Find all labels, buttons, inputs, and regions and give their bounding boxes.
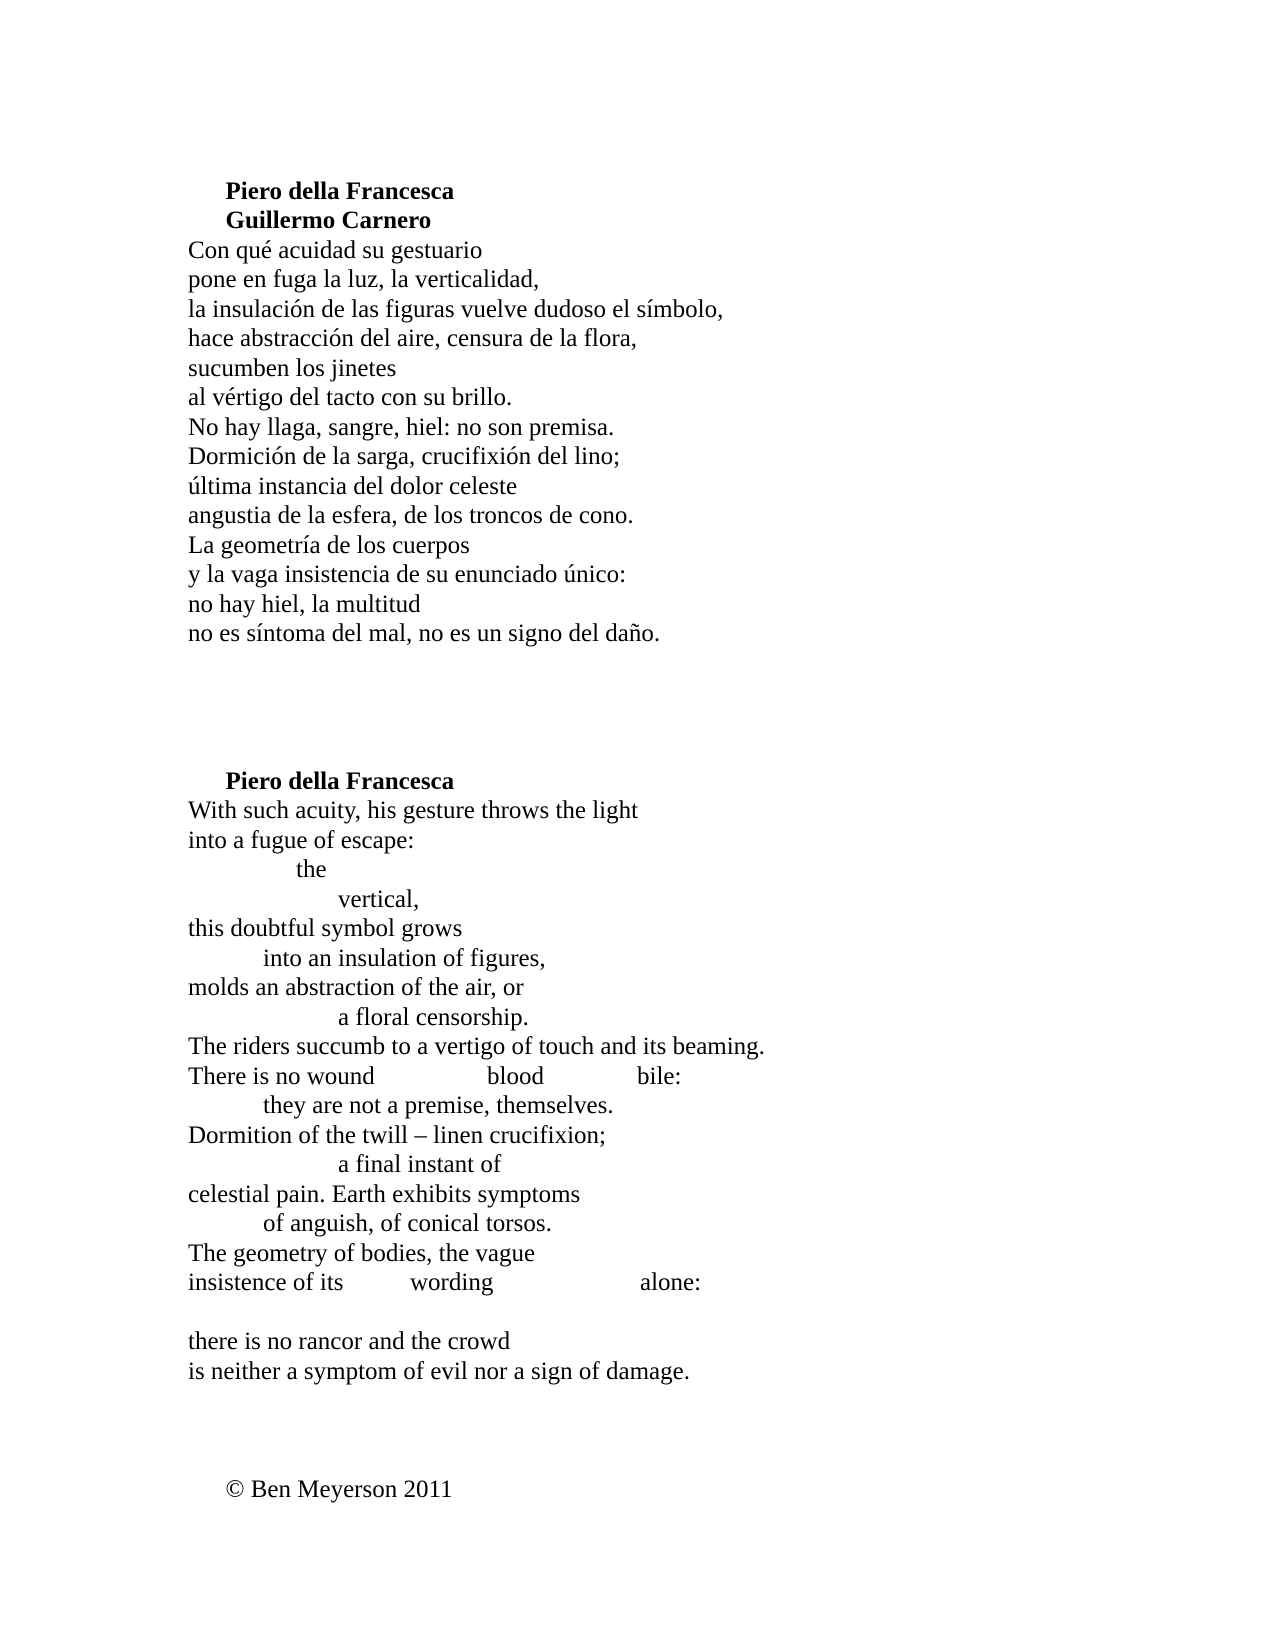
poem-line-segment: al vértigo del tacto con su brillo. xyxy=(188,384,513,411)
poem-line xyxy=(188,796,1188,826)
poem-line xyxy=(188,560,1188,590)
poem-line-segment: is neither a symptom of evil nor a sign of damage. xyxy=(188,1357,690,1385)
poem-line-segment: angustia de la esfera, de los troncos de cono. xyxy=(188,502,634,529)
spanish-poem-author xyxy=(188,177,1188,234)
poem-line-segment: into an insulation of figures, xyxy=(263,944,546,972)
poem-line-segment: La geometría de los cuerpos xyxy=(188,531,470,559)
poem-line xyxy=(188,590,1188,620)
poem-line xyxy=(188,1003,1188,1033)
poem-line xyxy=(188,1032,1188,1062)
poem-line xyxy=(188,413,1188,443)
poem-line-segment: Dormition of the twill – linen crucifixion; xyxy=(188,1121,606,1149)
poem-line-segment: bile: xyxy=(637,1062,682,1090)
poem-line xyxy=(188,1268,1188,1298)
poem-line xyxy=(188,1357,1188,1387)
poem-line xyxy=(188,324,1188,354)
spanish-poem-title xyxy=(188,147,1188,205)
poem-line-segment: a floral censorship. xyxy=(338,1003,529,1031)
poem-line-segment: última instancia del dolor celeste xyxy=(188,472,518,500)
poem-line-segment: Dormición de la sarga, crucifixión del lino; xyxy=(188,443,621,470)
poem-line xyxy=(188,1091,1188,1121)
poem-line xyxy=(188,826,1188,856)
poem-line xyxy=(188,354,1188,384)
poem-line xyxy=(188,855,1188,885)
poem-line xyxy=(188,472,1188,502)
document-content xyxy=(188,147,1188,1503)
poem-line xyxy=(188,973,1188,1003)
poem-line-segment: insistence of its xyxy=(188,1269,344,1296)
poem-line-segment: pone en fuga la luz, la verticalidad, xyxy=(188,266,540,293)
poem-line xyxy=(188,1150,1188,1180)
poem-line-segment: With such acuity, his gesture throws the light xyxy=(188,797,639,824)
spacer xyxy=(188,649,1188,738)
poem-line xyxy=(188,265,1188,295)
poem-line-segment: celestial pain. Earth exhibits symptoms xyxy=(188,1180,581,1208)
poem-line-segment: molds an abstraction of the air, or xyxy=(188,974,524,1001)
poem-line xyxy=(188,885,1188,915)
poem-line xyxy=(188,383,1188,413)
poem-line-segment: No hay llaga, sangre, hiel: no son premisa. xyxy=(188,413,615,441)
spanish-poem-lines xyxy=(188,236,1188,649)
poem-line-segment: no es síntoma del mal, no es un signo del daño. xyxy=(188,620,661,647)
spanish-poem-author-text: Guillermo Carnero xyxy=(225,207,432,234)
poem-line-segment: The riders succumb to a vertigo of touch and its beaming. xyxy=(188,1033,765,1060)
spanish-poem-title-text: Piero della Francesca xyxy=(225,177,455,205)
poem-line-segment: a final instant of xyxy=(338,1151,502,1178)
english-poem-title-text: Piero della Francesca xyxy=(225,767,455,795)
poem-line-segment: blood xyxy=(487,1062,544,1090)
english-poem-lines xyxy=(188,796,1188,1386)
poem-line-segment: this doubtful symbol grows xyxy=(188,915,463,942)
poem-line-segment: sucumben los jinetes xyxy=(188,354,397,382)
poem-line xyxy=(188,1327,1188,1357)
poem-line xyxy=(188,1209,1188,1239)
poem-line-segment: of anguish, of conical torsos. xyxy=(263,1210,552,1237)
poem-line-segment: no hay hiel, la multitud xyxy=(188,590,421,618)
poem-line xyxy=(188,619,1188,649)
poem-line xyxy=(188,1062,1188,1092)
copyright-text: © Ben Meyerson 2011 xyxy=(225,1475,453,1503)
poem-line-segment: alone: xyxy=(640,1269,702,1296)
poem-line-segment: hace abstracción del aire, censura de la flora, xyxy=(188,325,638,352)
poem-line xyxy=(188,944,1188,974)
poem-line-segment: There is no wound xyxy=(188,1062,375,1090)
poem-line xyxy=(188,531,1188,561)
poem-line-segment: y la vaga insistencia de su enunciado único: xyxy=(188,561,627,588)
poem-line xyxy=(188,1121,1188,1151)
poem-line-segment: they are not a premise, themselves. xyxy=(263,1092,614,1119)
poem-line-segment: the xyxy=(296,856,327,883)
poem-line xyxy=(188,295,1188,325)
poem-line xyxy=(188,442,1188,472)
poem-line-segment: Con qué acuidad su gestuario xyxy=(188,236,483,264)
copyright-line xyxy=(188,1445,1188,1503)
poem-line-segment: la insulación de las figuras vuelve dudoso el símbolo, xyxy=(188,295,724,323)
poem-line-segment: into a fugue of escape: xyxy=(188,826,415,854)
poem-line xyxy=(188,1298,1188,1328)
poem-line xyxy=(188,914,1188,944)
poem-line-segment: The geometry of bodies, the vague xyxy=(188,1239,536,1267)
poem-line-segment: wording xyxy=(410,1269,494,1296)
poem-line-segment: vertical, xyxy=(338,885,420,913)
poem-line xyxy=(188,1239,1188,1269)
poem-line xyxy=(188,501,1188,531)
english-poem-title xyxy=(188,737,1188,795)
spacer xyxy=(188,1386,1188,1445)
poem-line-segment: there is no rancor and the crowd xyxy=(188,1328,511,1355)
poem-line xyxy=(188,1180,1188,1210)
poem-line xyxy=(188,236,1188,266)
